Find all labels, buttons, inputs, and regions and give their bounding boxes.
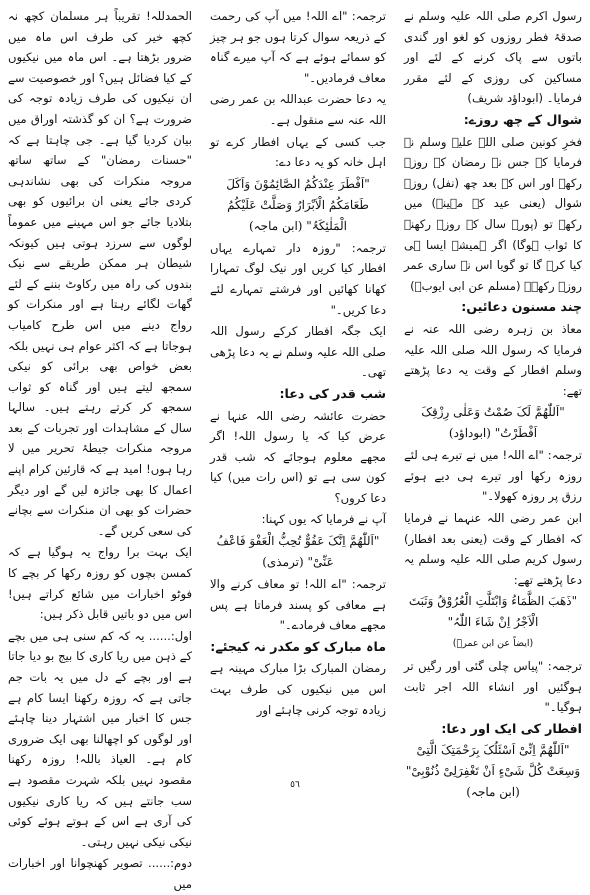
paragraph: ترجمہ: "اے اللہ! تو معاف کرنے والا ہے معافی کو پسند فرماتا ہے پس مجھے معاف فرمادے۔"	[210, 577, 386, 633]
paragraph: دوم:...... تصویر کھنچوانا اور اخبارات میں	[8, 856, 192, 891]
page-number: ٥٦	[290, 780, 300, 790]
paragraph: ترجمہ: "اے اللہ! میں نے تیرے ہی لئے روزہ رکھا اور تیرے ہی دیے ہوئے رزق پر روزہ کھولا۔"	[404, 448, 582, 504]
arabic-prayer: "اَللّٰھُمَّ اِنَّکَ عَفُوٌّ تُحِبُّ الْعَفْوَ فَاعْفُ عَنِّیْ" (ترمذی)	[216, 534, 380, 570]
arabic-prayer: "اَللّٰھُمَّ اِنِّیْ اَسْئَلُکَ بِرَحْمَتِکَ الَّتِیْ وَسِعَتْ کُلَّ شَیْءٍ اَنْ تَغْفِرَلِیْ ذُنُوْبِیْ" (ابن ماجہ)	[405, 743, 581, 800]
paragraph: فخرِ کونین صلی اللہ علیہ وسلم نے فرمایا کہ جس نے رمضان کے روزے رکھے اور اس کے بعد چھ (نفل) روزے شوال (یعنی عید کے مہینہ) میں رکھے تو (پورے سال کے روزے رکھنے کا ثواب ہوگا) اگر ہمیشہ ایسا ہی کیا کرے گا تو گویا اس نے ساری عمر روزے رکھے۔ (مسلم عن ابی ایوبؓ)	[404, 134, 582, 293]
paragraph: ترجمہ: "پیاس چلی گئی اور رگیں تر ہوگئیں اور انشاء اللہ اجر ثابت ہوگیا۔"	[404, 659, 582, 715]
paragraph: ایک بہت برا رواج یہ ہوگیا ہے کہ کمسن بچوں کو روزہ رکھا کر بچے کا فوٹو اخبارات میں شائع کراتے ہیں! اس میں دو باتیں قابل ذکر ہیں:	[8, 545, 192, 622]
paragraph: حضرت عائشہ رضی اللہ عنہا نے عرض کیا کہ یا رسول اللہ! اگر مجھے معلوم ہوجائے کہ شب قدر کون سی ہے تو (اس رات میں) کیا دعا کروں؟	[210, 408, 386, 505]
paragraph: ابن عمر رضی اللہ عنہما نے فرمایا کہ افطار کے وقت (یعنی بعد افطار) رسول کریم صلی اللہ علیہ وسلم یہ دعا پڑھتے تھے:	[404, 511, 582, 587]
arabic-prayer: "ذَھَبَ الظَّمَاءُ وَابْتَلَّتِ الْعُرُوْقُ وَثَبَتَ الْاَجْرُ اِنْ شَاءَ اللّٰہُ"	[408, 594, 578, 630]
section-heading: ماہ مبارک کو مکدر نہ کیجئے:	[210, 638, 386, 654]
left-column	[8, 6, 192, 891]
paragraph: اول:...... یہ کہ کم سنی ہی میں بچے کے ذہن میں ریا کاری کا بیج بو دیا جاتا ہے اور بچے کے دل میں یہ بات جم جاتی ہے کہ روزہ رکھنا ایسا کام ہے جس کا اخبار میں اشتہار دینا چاہئے اور لوگوں کو اچھالنا بھی ایک ضروری کام ہے۔ العیاذ باللہ! روزہ رکھنا مقصود نہیں بلکہ شہرت مقصود ہے سب جانتے ہیں کہ ریا کاری نیکیوں کی آری ہے اس کے ہوتے ہوئے کوئی نیکی نیکی نہیں رہتی۔	[8, 628, 192, 849]
paragraph: الحمدللہ! تقریباً ہر مسلمان کچھ نہ کچھ خیر کی طرف اس ماہ میں ضرور بڑھتا ہے۔ اس ماہ میں نیکیوں کے کیا فضائل ہیں؟ اور خصوصیت سے ان نیکیوں کی طرف زیادہ توجہ کی ضرورت ہے؟ ان کو گذشتہ اوراق میں بیان کردیا گیا ہے۔ جی چاہتا ہے کہ "حسنات رمضان" کے ساتھ ساتھ مروجہ منکرات کی بھی نشاندہی کردی جائے یعنی ان برائیوں کو بھی بتلادیا جائے جو اس مہینے میں عموماً لوگوں سے سرزد ہوتی ہیں کیونکہ شیطان ہر ممکن طریقے سے نیک بندوں کی راہ میں رکاوٹ بننے کے لئے گھات لگائے رہتا ہے اور منکرات کو رواج دینے میں اس طرح کامیاب ہوجاتا ہے کہ اکثر عوام ہی نہیں بلکہ بعض خواص بھی برائی کو نیکی سمجھ لیتے ہیں اور گناہ کو ثواب سمجھ کر کرتے رہتے ہیں۔ سالہا سال کے مشاہدات اور تجربات کے بعد مروجہ منکرات جیطۂ تحریر میں لا رہا ہوں! امید ہے کہ قارئین کرام اپنے اعمال کا بھی جائزہ لیں گے اور دیگر حضرات کو بھی ان منکرات سے بچانے کی سعی کریں گے۔	[8, 9, 192, 538]
paragraph: جب کسی کے یہاں افطار کرے تو اہل خانہ کو یہ دعا دے:	[210, 134, 386, 170]
reference: (ایضاً عن ابن عمرؓ)	[452, 638, 534, 650]
middle-column	[210, 6, 386, 777]
arabic-prayer: "اَللّٰھُمَّ لَکَ صُمْتُ وَعَلٰی رِزْقِکَ اَفْطَرْتُ" (ابوداؤد)	[421, 405, 565, 441]
paragraph: ترجمہ: "روزہ دار تمہارے یہاں افطار کیا کریں اور نیک لوگ تمہارا کھانا کھائیں اور فرشتے تمہارے لئے دعا کریں۔"	[210, 240, 386, 317]
paragraph: ایک جگہ افطار کرکے رسول اللہ صلی اللہ علیہ وسلم نے یہ دعا پڑھی تھی۔	[210, 324, 386, 380]
paragraph: رسول اکرم صلی اللہ علیہ وسلم نے صدقۂ فطر روزوں کو لغو اور گندی باتوں سے پاک کرنے کے لئے اور مساکین کی روزی کے لئے مقرر فرمایا۔ (ابوداؤد شریف)	[404, 9, 582, 106]
section-heading: افطار کی ایک اور دعا:	[441, 720, 582, 736]
paragraph: آپ نے فرمایا کہ یوں کہنا:	[261, 512, 386, 527]
section-heading: شوال کے چھ روزے:	[463, 111, 582, 127]
section-heading: شب قدر کی دعا:	[279, 385, 386, 401]
paragraph: ترجمہ: "اے اللہ! میں آپ کی رحمت کے ذریعہ سوال کرتا ہوں جو ہر چیز کو سمائے ہوئے ہے کہ آپ میرے گناہ معاف فرمادیں۔"	[210, 9, 386, 85]
paragraph: رمضان المبارک بڑا مبارک مہینہ ہے اس میں نیکیوں کی طرف بہت زیادہ توجہ کرنی چاہئے اور	[210, 661, 386, 717]
paragraph: معاذ بن زہرہ رضی اللہ عنہ نے فرمایا کہ رسول اللہ صلی اللہ علیہ وسلم افطار کے وقت یہ دعا پڑھتے تھے:	[404, 321, 582, 398]
section-heading: چند مسنون دعائیں:	[461, 299, 582, 315]
right-column	[404, 6, 582, 800]
arabic-prayer: "اَفْطَرَ عِنْدَکُمُ الصَّائِمُوْنَ وَاَکَلَ طَعَامَکُمُ الْاَبْرَارُ وَصَلَّتْ عَلَیْکُمُ الْمَلٰئِکَۃُ" (ابن ماجہ)	[226, 176, 370, 233]
paragraph: یہ دعا حضرت عبداللہ بن عمر رضی اللہ عنہ سے منقول ہے۔	[210, 92, 386, 127]
